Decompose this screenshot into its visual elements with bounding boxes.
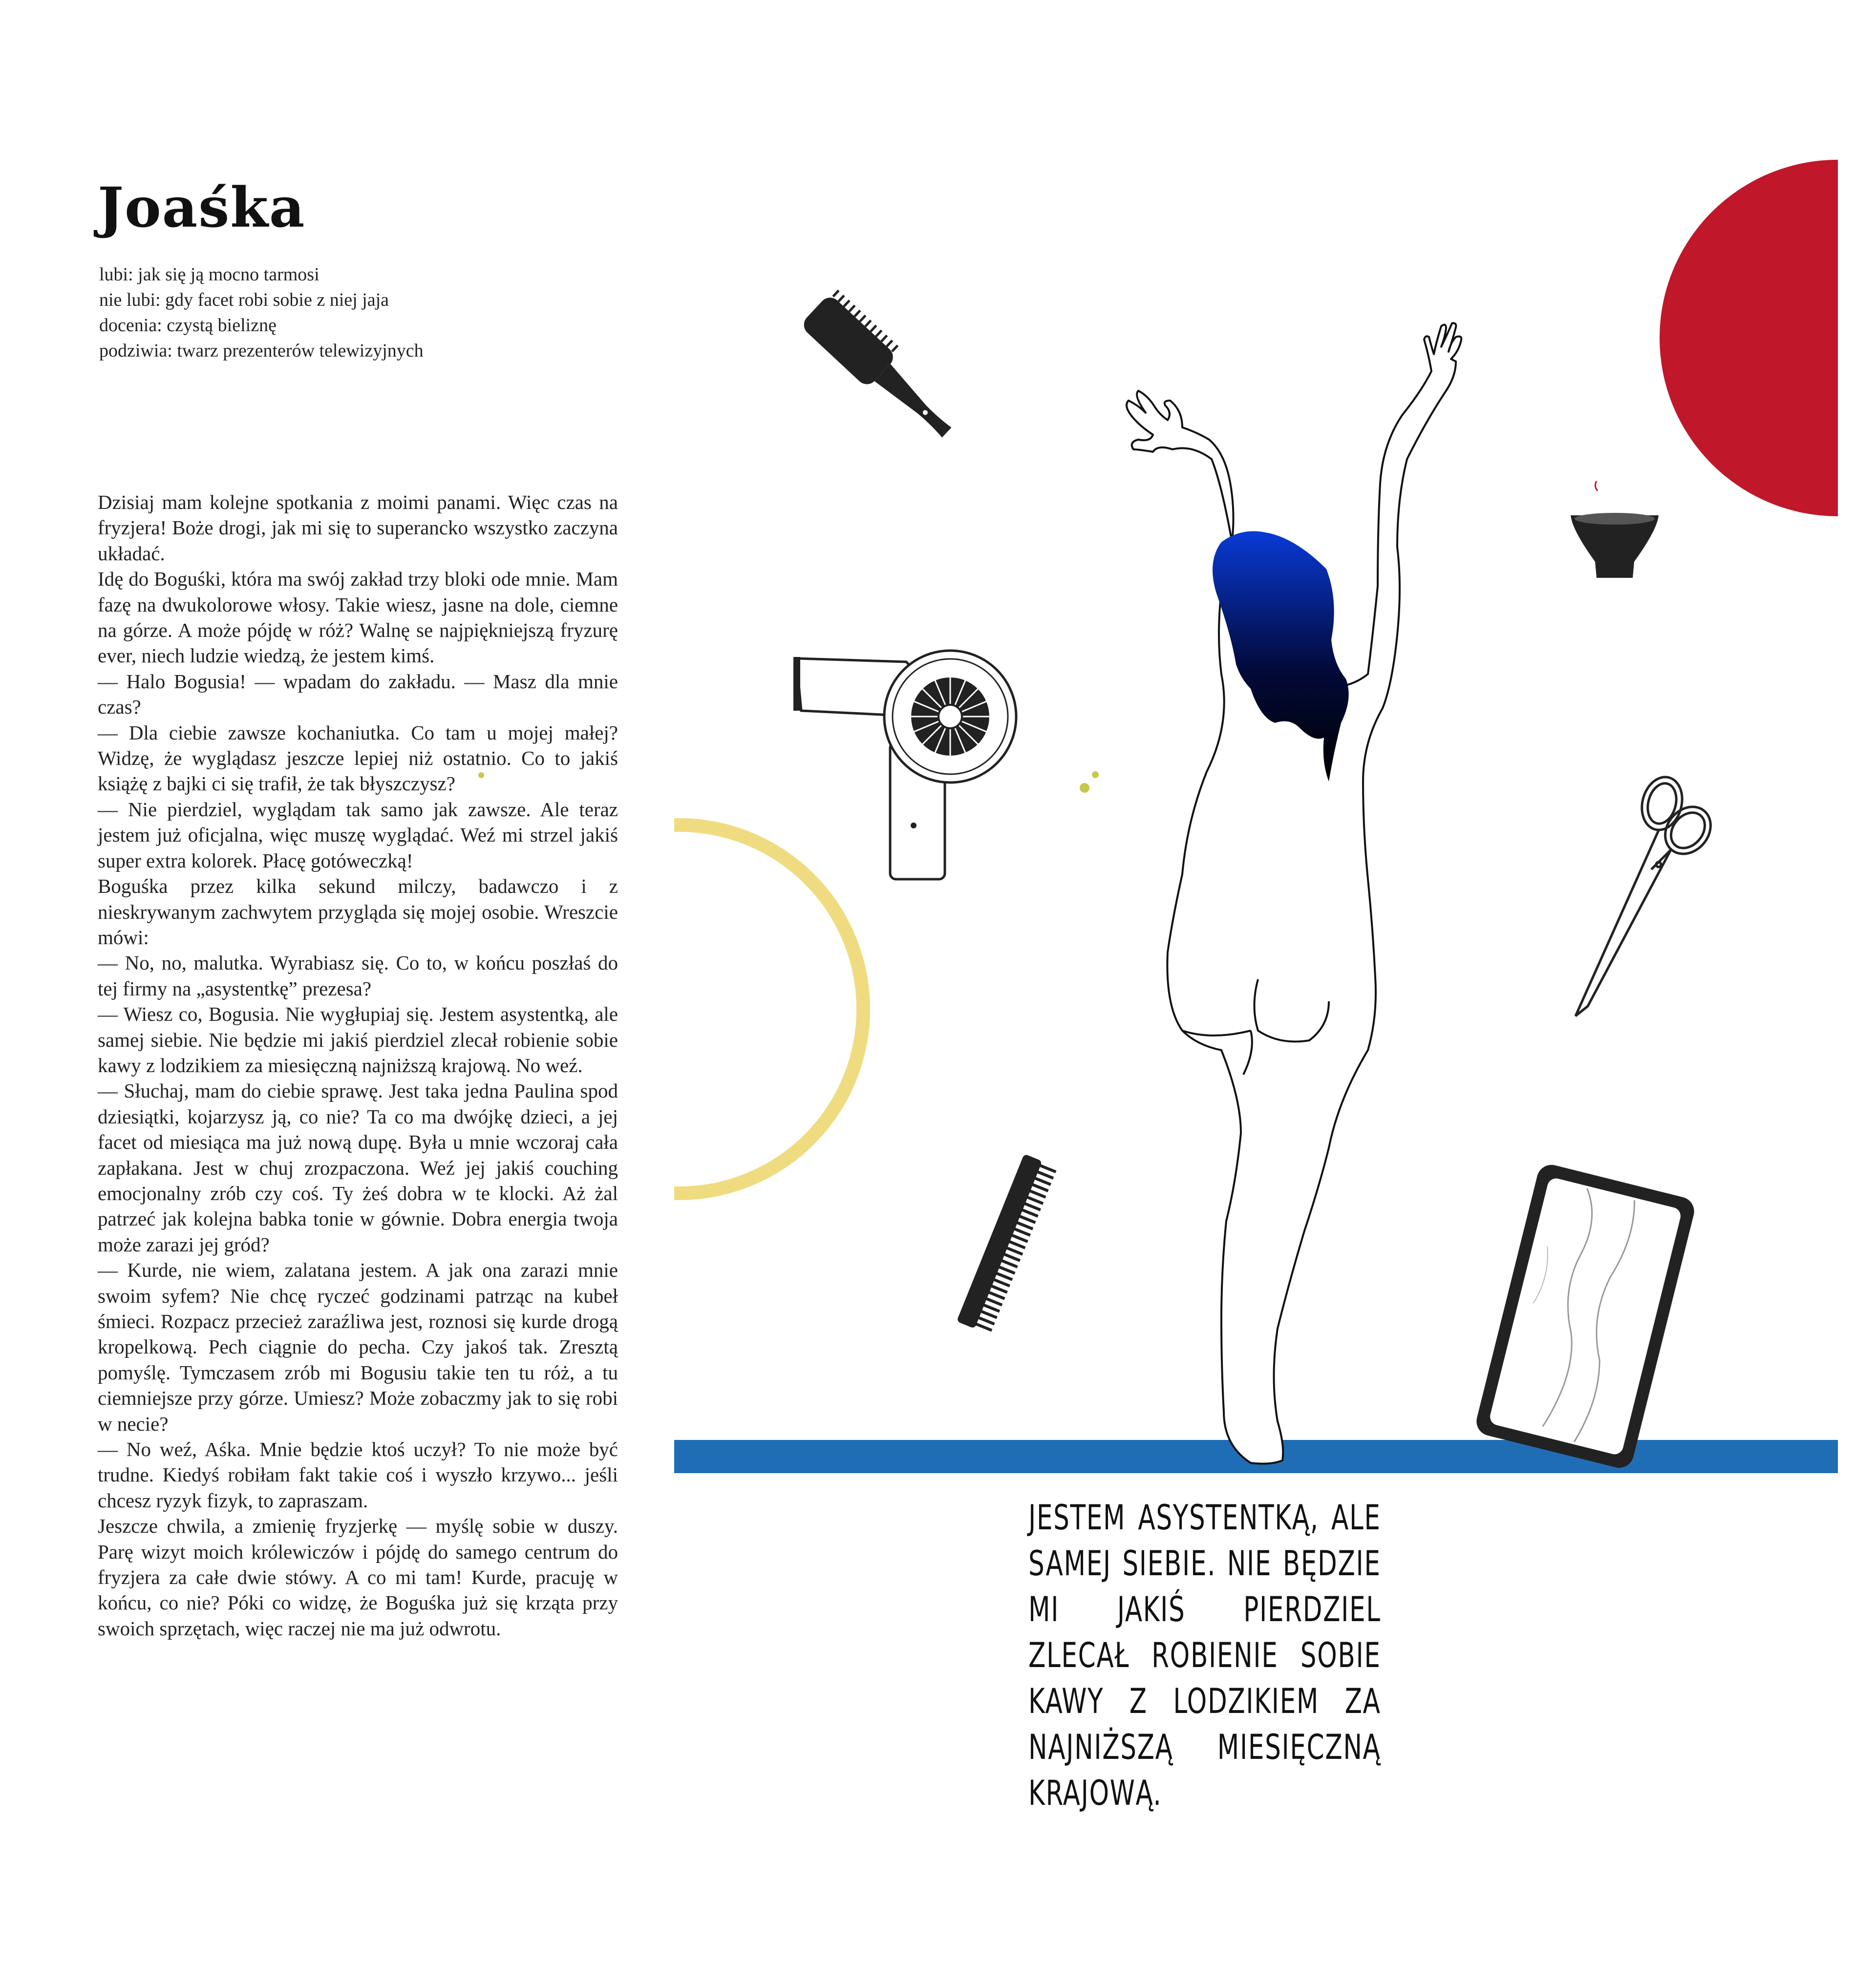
paragraph: — Słuchaj, mam do ciebie sprawę. Jest taka jedna Paulina spod dziesiątki, kojarzysz ją, co nie? Ta co ma dwójkę dzieci, a jej facet od miesiąca ma już nową dupę. Była u mnie wczoraj cała zapłakana. Jest w chuj zrozpaczona. Weź jej jakiś couching emocjonalny zrób czy coś. Ty żeś dobra w te klocki. Aż żal patrzeć jak kolejna babka tonie w gównie. Dobra energia twoja może zarazi jej gród? [98, 1079, 618, 1256]
pull-quote: JESTEM ASYSTENTKĄ, ALE SAMEJ SIEBIE. NIE BĘDZIE MI JAKIŚ PIERDZIEL ZLECAŁ ROBIENIE SOBIE KAWY Z LODZIKIEM ZA NAJNIŻSZĄ MIESIĘCZNĄ KRAJOWĄ. [1028, 1498, 1381, 1813]
bowl-icon [1571, 481, 1659, 578]
paragraph: — No weź, Aśka. Mnie będzie ktoś uczył? To nie może być trudne. Kiedyś robiłam fakt takie coś i wyszło krzywo... jeśli chcesz ryzyk fizyk, to zapraszam. [98, 1438, 618, 1512]
paragraph: Idę do Boguśki, która ma swój zakład trzy bloki ode mnie. Mam fazę na dwukolorowe włosy. Takie wiesz, jasne na dole, ciemne na górze. A może pójdę w róż? Walnę se najpiękniejszą fryzurę ever, niech ludzie wiedzą, że jestem kimś. [98, 568, 618, 667]
character-traits [99, 262, 637, 363]
paragraph: — Kurde, nie wiem, zalatana jestem. A jak ona zarazi mnie swoim syfem? Nie chcę ryczeć godzinami patrząc na kubeł śmieci. Rozpacz przecież zaraźliwa jest, roznosi się kurde drogą kropelkową. Pech ciągnie do pecha. Czy jakoś tak. Zresztą pomyślę. Tymczasem zrób mi Bogusiu takie ten tu róż, a tu ciemniejsze przy górze. Umiesz? Może zobaczmy jak to się robi w necie? [98, 1259, 618, 1435]
red-half-circle [1660, 160, 1838, 516]
comb-icon [957, 1154, 1058, 1335]
trait-appreciates: docenia: czystą bieliznę [99, 315, 277, 336]
hair-brush-icon [800, 287, 968, 449]
paragraph: Boguśka przez kilka sekund milczy, badawczo i z nieskrywanym zachwytem przygląda się mojej osobie. Wreszcie mówi: [98, 875, 618, 949]
paragraph: — Halo Bogusia! — wpadam do zakładu. — Masz dla mnie czas? [98, 670, 618, 718]
paragraph: — Wiesz co, Bogusia. Nie wygłupiaj się. Jestem asystentką, ale samej siebie. Nie będzie mi jakiś pierdziel zlecał robienie sobie kawy z lodzikiem za miesięczną najniższą krajową. No weź. [98, 1003, 618, 1077]
paragraph: Dzisiaj mam kolejne spotkania z moimi panami. Więc czas na fryzjera! Boże drogi, jak mi się to superancko wszystko zaczyna układać. [98, 491, 618, 565]
scissors-icon [1576, 773, 1720, 1016]
story-body [98, 489, 618, 1641]
hair-dryer-icon [793, 651, 1016, 879]
paragraph: — No, no, malutka. Wyrabiasz się. Co to, w końcu poszłaś do tej firmy na „asystentkę” prezesa? [98, 951, 618, 1000]
woman-figure [1127, 323, 1461, 1464]
paragraph: Jeszcze chwila, a zmienię fryzjerkę — myślę sobie w duszy. Parę wizyt moich królewiczów i pójdę do samego centrum do fryzjera za całe dwie stówy. A co mi tam! Kurde, pracuję w końcu, co nie? Póki co widzę, że Boguśka już się krząta przy swoich sprzętach, więc raczej nie ma już odwrotu. [98, 1515, 618, 1640]
paragraph: — Nie pierdziel, wyglądam tak samo jak zawsze. Ale teraz jestem już oficjalna, więc muszę wyglądać. Weź mi strzel jakiś super extra kolorek. Płacę gotóweczką! [98, 798, 618, 872]
trait-admires: podziwia: twarz prezenterów telewizyjnych [99, 340, 424, 361]
yellow-dot [1080, 783, 1089, 793]
mirror-icon [1473, 1162, 1697, 1471]
article-title: Joaśka [98, 176, 306, 240]
paragraph: — Dla ciebie zawsze kochaniutka. Co tam u mojej małej? Widzę, że wyglądasz jeszcze lepiej niż ostatnio. Co to jakiś książę z bajki ci się trafił, że tak błyszczysz? [98, 721, 618, 795]
yellow-dot [1092, 771, 1099, 778]
trait-likes: lubi: jak się ją mocno tarmosi [99, 264, 320, 285]
trait-dislikes: nie lubi: gdy facet robi sobie z niej jaja [99, 290, 389, 310]
